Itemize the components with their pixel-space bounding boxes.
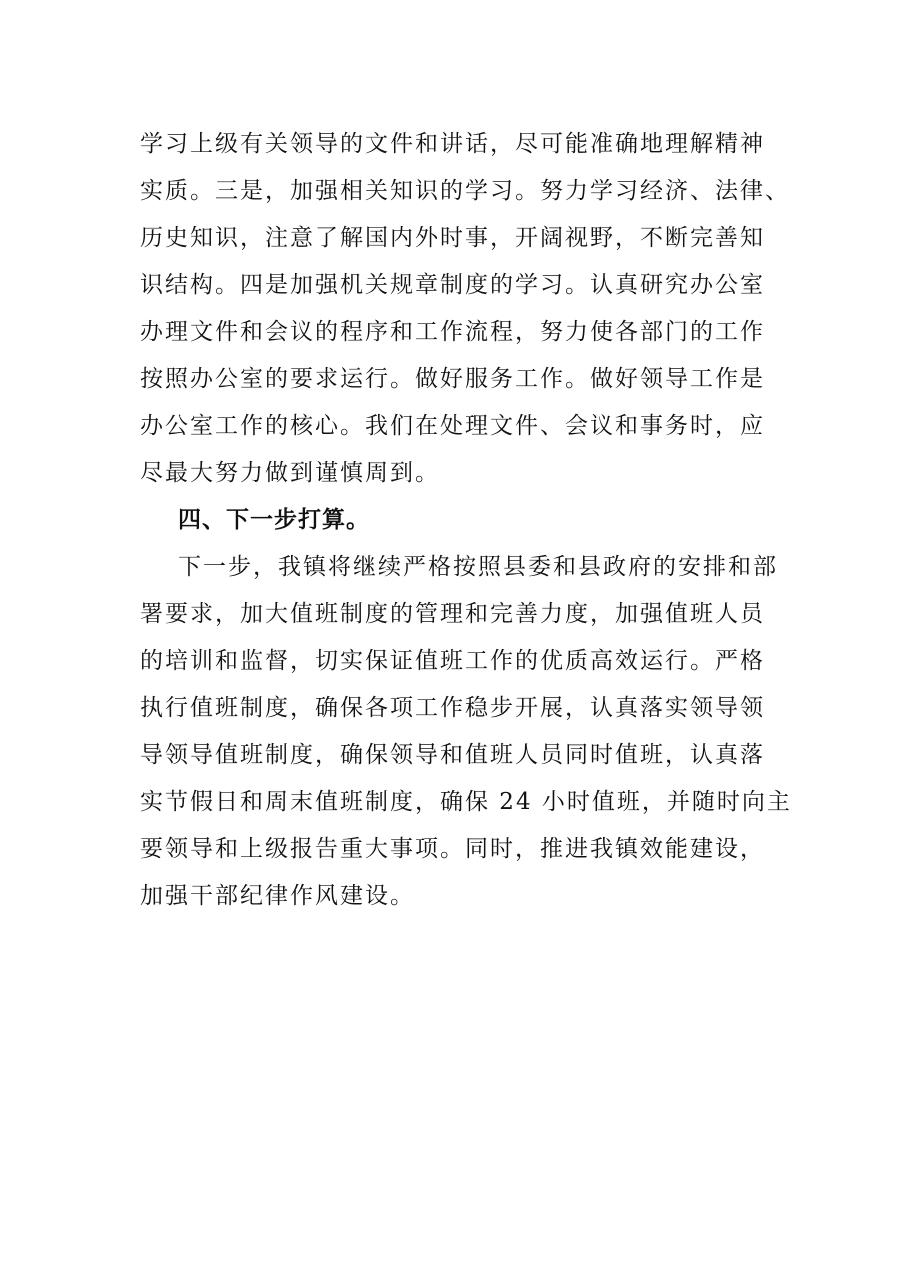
paragraph-line: 要领导和上级报告重大事项。同时，推进我镇效能建设，: [140, 836, 765, 862]
paragraph-line: 按照办公室的要求运行。做好服务工作。做好领导工作是: [140, 366, 765, 392]
paragraph-line: 加强干部纪律作风建设。: [140, 883, 415, 909]
paragraph-line: 下一步，我镇将继续严格按照县委和县政府的安排和部: [178, 554, 778, 580]
section-heading: 四、下一步打算。: [178, 507, 370, 533]
paragraph-continuation: [140, 121, 790, 497]
paragraph-line: 历史知识，注意了解国内外时事，开阔视野，不断完善知: [140, 225, 765, 251]
section-heading-block: [140, 497, 780, 544]
paragraph-next-steps: [140, 544, 792, 920]
paragraph-line: 实节假日和周末值班制度，确保 24 小时值班，并随时向主: [140, 789, 792, 815]
paragraph-line: 办公室工作的核心。我们在处理文件、会议和事务时，应: [140, 413, 765, 439]
paragraph-line: 实质。三是，加强相关知识的学习。努力学习经济、法律、: [140, 178, 790, 204]
paragraph-line: 尽最大努力做到谨慎周到。: [140, 460, 440, 486]
paragraph-line: 执行值班制度，确保各项工作稳步开展，认真落实领导领: [140, 695, 765, 721]
paragraph-line: 学习上级有关领导的文件和讲话，尽可能准确地理解精神: [140, 131, 765, 157]
paragraph-line: 识结构。四是加强机关规章制度的学习。认真研究办公室: [140, 272, 765, 298]
paragraph-line: 导领导值班制度，确保领导和值班人员同时值班，认真落: [140, 742, 765, 768]
paragraph-line: 办理文件和会议的程序和工作流程，努力使各部门的工作: [140, 319, 765, 345]
paragraph-line: 署要求，加大值班制度的管理和完善力度，加强值班人员: [140, 601, 765, 627]
paragraph-line: 的培训和监督，切实保证值班工作的优质高效运行。严格: [140, 648, 765, 674]
